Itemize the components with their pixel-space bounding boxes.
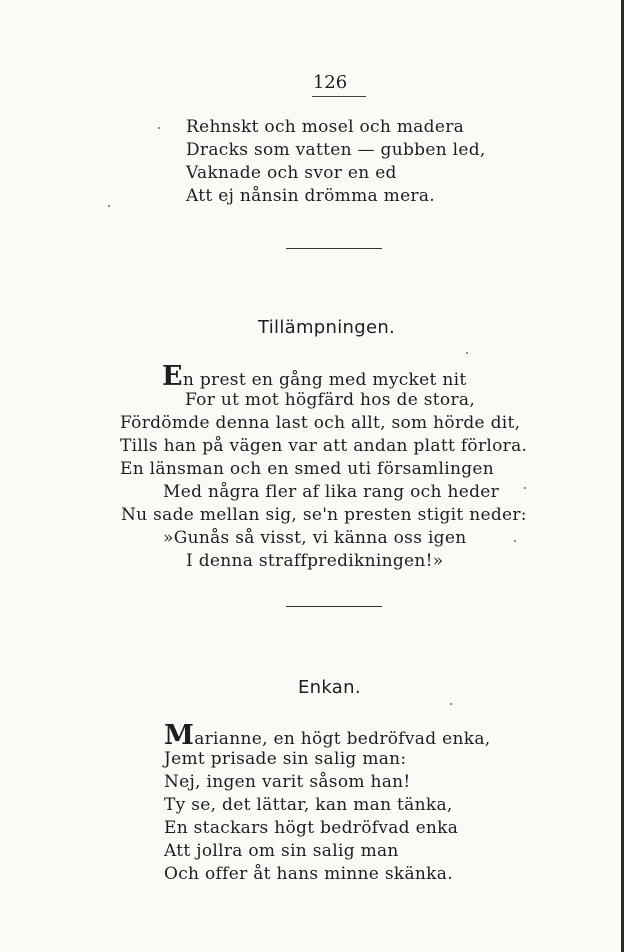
verse-line: Nu sade mellan sig, se'n presten stigit neder: <box>121 505 527 525</box>
drop-cap: M <box>164 720 195 751</box>
paper-speck <box>158 127 160 129</box>
page-number-rule <box>312 96 366 97</box>
verse-line: »Gunås så visst, vi känna oss igen <box>163 528 467 548</box>
verse-line: Att ej nånsin drömma mera. <box>186 186 435 206</box>
paper-speck <box>108 205 110 207</box>
section-separator <box>286 248 382 249</box>
page-number: 126 <box>312 72 348 93</box>
paper-speck <box>450 703 452 705</box>
section-separator <box>286 606 382 607</box>
first-line-text: arianne, en högt bedröfvad enka, <box>194 729 491 749</box>
paper-speck <box>524 487 526 489</box>
verse-line: Tills han på vägen var att andan platt förlora. <box>120 436 528 456</box>
verse-line: Rehnskt och mosel och madera <box>186 117 465 137</box>
poem-title: Tillämpningen. <box>258 317 396 338</box>
verse-line-first <box>164 720 491 751</box>
verse-line: Att jollra om sin salig man <box>164 841 399 861</box>
verse-line-first <box>162 361 467 392</box>
verse-line: Fördömde denna last och allt, som hörde dit, <box>120 413 521 433</box>
verse-line: Jemt prisade sin salig man: <box>164 749 407 769</box>
paper-speck <box>466 352 468 354</box>
drop-cap: E <box>162 361 183 392</box>
poem-title: Enkan. <box>298 677 361 698</box>
verse-line: Med några fler af lika rang och heder <box>163 482 500 502</box>
verse-line: Ty se, det lättar, kan man tänka, <box>164 795 453 815</box>
first-line-text: n prest en gång med mycket nit <box>182 370 467 390</box>
paper-speck <box>514 540 516 542</box>
verse-line: For ut mot högfärd hos de stora, <box>185 390 476 410</box>
verse-line: I denna straffpredikningen!» <box>186 551 444 571</box>
verse-line: Dracks som vatten — gubben led, <box>186 140 486 160</box>
verse-line: En länsman och en smed uti församlingen <box>120 459 494 479</box>
verse-line: En stackars högt bedröfvad enka <box>164 818 459 838</box>
verse-line: Och offer åt hans minne skänka. <box>164 864 453 884</box>
verse-line: Vaknade och svor en ed <box>186 163 397 183</box>
verse-line: Nej, ingen varit såsom han! <box>164 772 411 792</box>
